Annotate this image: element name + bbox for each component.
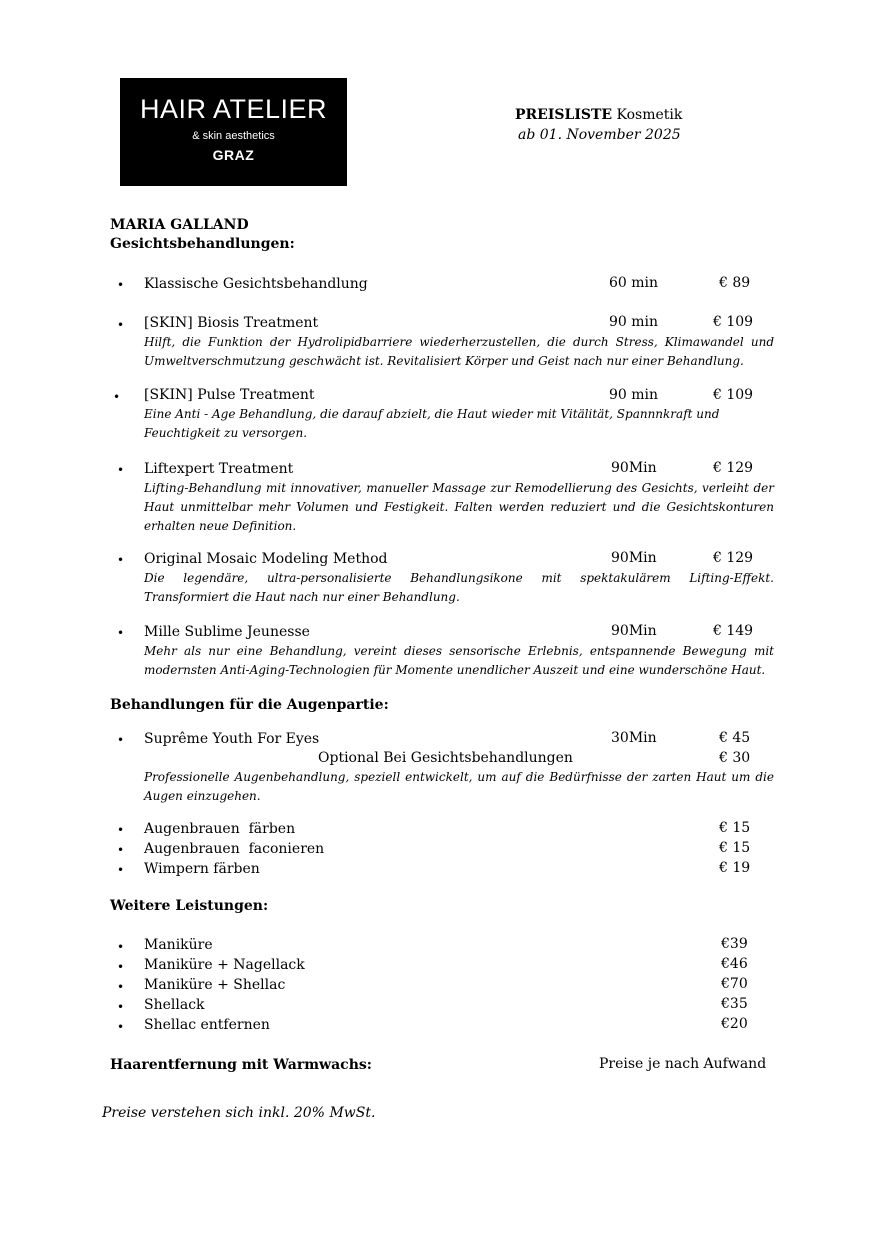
more-item-name: Shellac entfernen [144, 1017, 270, 1033]
eye-optional-label: Optional Bei Gesichtsbehandlungen [318, 750, 573, 766]
logo-title: HAIR ATELIER [139, 94, 328, 124]
face-item-duration: 90 min [609, 314, 659, 330]
face-item-duration: 60 min [609, 275, 659, 291]
eye-main-duration: 30Min [611, 730, 657, 746]
face-item-price: € 109 [713, 387, 754, 403]
face-item-price: € 89 [719, 275, 751, 291]
eye-item-name: Augenbrauen faconieren [144, 841, 325, 857]
face-item-description: Eine Anti - Age Behandlung, die darauf abzielt, die Haut wieder mit Vitälität, Spannnkraft und Feuchtigkeit zu versorgen. [144, 407, 720, 440]
logo-subtitle: & skin aesthetics [192, 130, 275, 142]
more-item-price: €39 [721, 936, 748, 952]
section-face-heading: Gesichtsbehandlungen: [110, 236, 295, 252]
more-item-name: Shellack [144, 997, 205, 1013]
bullet: • [117, 278, 125, 292]
face-item-description: Hilft, die Funktion der Hydrolipidbarriere wiederherzustellen, die durch Stress, Klimawandel und Umweltverschmutzung geschwächt ist. Revitalisiert Körper und Geist nach nur einer Behandlung. [144, 335, 774, 368]
bullet: • [117, 980, 125, 994]
more-item-name: Maniküre [144, 937, 213, 953]
more-item-name: Maniküre + Nagellack [144, 957, 305, 973]
eye-item-price: € 15 [719, 840, 751, 856]
section-eyes-heading: Behandlungen für die Augenpartie: [110, 697, 389, 713]
face-item-price: € 129 [713, 550, 754, 566]
brand-heading: MARIA GALLAND [110, 217, 249, 233]
more-item-name: Maniküre + Shellac [144, 977, 286, 993]
bullet: • [117, 1000, 125, 1014]
bullet: • [117, 553, 125, 567]
face-item-description: Mehr als nur eine Behandlung, vereint dieses sensorische Erlebnis, entspannende Bewegung mit modernsten Anti-Aging-Technologien für Momente unendlicher Auszeit und eine wunderschöne Haut. [144, 644, 774, 677]
eye-item-price: € 15 [719, 820, 751, 836]
more-item-price: €35 [721, 996, 748, 1012]
eye-main-price: € 45 [719, 730, 751, 746]
section-wax-heading: Haarentfernung mit Warmwachs: [110, 1057, 372, 1073]
bullet: • [117, 960, 125, 974]
bullet: • [113, 390, 121, 404]
title-rest: Kosmetik [616, 107, 683, 123]
more-item-price: €46 [721, 956, 748, 972]
page-date: ab 01. November 2025 [518, 127, 681, 143]
bullet: • [117, 1020, 125, 1034]
section-more-heading: Weitere Leistungen: [110, 898, 269, 914]
bullet: • [117, 626, 125, 640]
face-item-name: Klassische Gesichtsbehandlung [144, 276, 368, 292]
face-item-price: € 109 [713, 314, 754, 330]
wax-price: Preise je nach Aufwand [599, 1056, 767, 1072]
face-item-name: Liftexpert Treatment [144, 461, 294, 477]
face-item-price: € 149 [713, 623, 754, 639]
bullet: • [117, 463, 125, 477]
bullet: • [117, 318, 125, 332]
bullet: • [117, 843, 125, 857]
bullet: • [117, 863, 125, 877]
face-item-name: Mille Sublime Jeunesse [144, 624, 310, 640]
face-item-description: Die legendäre, ultra-personalisierte Behandlungsikone mit spektakulärem Lifting-Effekt. Transformiert die Haut nach nur einer Behandlung. [144, 571, 774, 604]
face-item-duration: 90 min [609, 387, 659, 403]
face-item-duration: 90Min [611, 550, 657, 566]
face-item-name: [SKIN] Pulse Treatment [144, 387, 315, 403]
bullet: • [117, 823, 125, 837]
title-bold: PREISLISTE [515, 107, 613, 123]
eye-item-name: Augenbrauen färben [144, 821, 296, 837]
bullet: • [117, 733, 125, 747]
logo [120, 78, 347, 186]
face-item-name: Original Mosaic Modeling Method [144, 551, 388, 567]
logo-city: GRAZ [212, 147, 255, 163]
eye-main-description: Professionelle Augenbehandlung, speziell entwickelt, um auf die Bedürfnisse der zarten Haut um die Augen einzugehen. [144, 770, 774, 803]
eye-main-name: Suprême Youth For Eyes [144, 731, 320, 747]
more-item-price: €70 [721, 976, 748, 992]
footer-note: Preise verstehen sich inkl. 20% MwSt. [102, 1105, 376, 1121]
more-item-price: €20 [721, 1016, 748, 1032]
face-item-duration: 90Min [611, 623, 657, 639]
eye-optional-price: € 30 [719, 750, 751, 766]
face-item-price: € 129 [713, 460, 754, 476]
face-item-description: Lifting-Behandlung mit innovativer, manueller Massage zur Remodellierung des Gesichts, verleiht der Haut unmittelbar mehr Volumen und Festigkeit. Falten werden reduziert und die Gesichtskonturen erhalten neue Definition. [144, 481, 774, 533]
page-title [515, 107, 682, 123]
face-item-duration: 90Min [611, 460, 657, 476]
face-item-name: [SKIN] Biosis Treatment [144, 315, 319, 331]
eye-item-name: Wimpern färben [144, 861, 260, 877]
eye-item-price: € 19 [719, 860, 751, 876]
bullet: • [117, 940, 125, 954]
